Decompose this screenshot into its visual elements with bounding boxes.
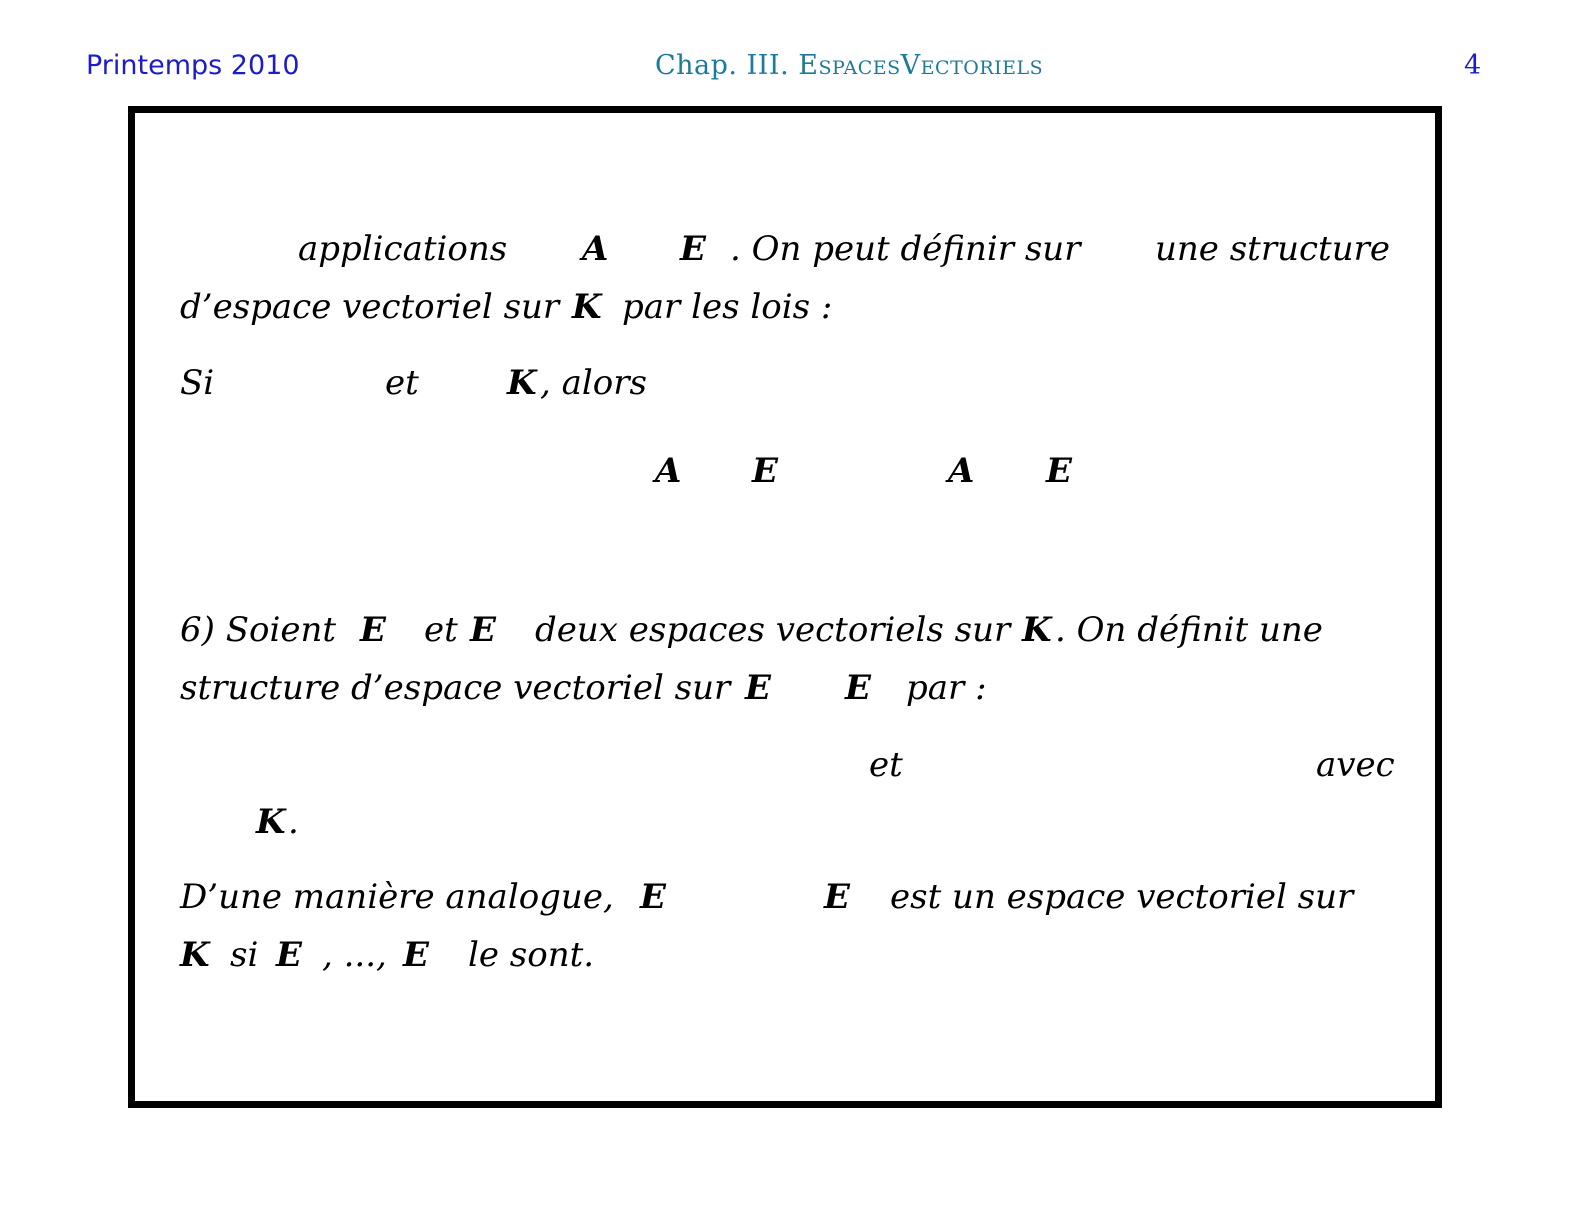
- text-espace-vectoriel-sur: d’espace vectoriel sur: [180, 287, 560, 327]
- text-le-sont: le sont.: [468, 935, 595, 975]
- symbol-E: E: [640, 877, 666, 917]
- symbol-K: K: [572, 287, 602, 327]
- symbol-A: A: [948, 451, 975, 491]
- text-si: si: [230, 935, 259, 975]
- text-et: et: [869, 745, 903, 785]
- chapter-name: EspacesVectoriels: [798, 50, 1044, 81]
- text-avec: avec: [1316, 745, 1395, 785]
- symbol-A: A: [655, 451, 682, 491]
- text-structure-espace: structure d’espace vectoriel sur: [180, 668, 731, 708]
- text-par: par :: [906, 668, 987, 708]
- symbol-K: K: [1022, 610, 1052, 650]
- symbol-E: E: [745, 668, 771, 708]
- text-period: .: [288, 802, 299, 842]
- text-et: et: [424, 610, 458, 650]
- header-course-term: Printemps 2010: [86, 50, 300, 81]
- text-ellipsis: , ...,: [322, 935, 387, 975]
- symbol-A: A: [582, 229, 609, 269]
- symbol-K: K: [507, 363, 537, 403]
- symbol-E: E: [1046, 451, 1072, 491]
- text-une-maniere-analogue: D’une manière analogue,: [180, 877, 614, 917]
- text-on-peut-definir: . On peut définir sur: [730, 229, 1081, 269]
- symbol-E: E: [752, 451, 778, 491]
- text-est-un-espace: est un espace vectoriel sur: [890, 877, 1354, 917]
- header-chapter-title: [655, 50, 1043, 81]
- symbol-E: E: [276, 935, 302, 975]
- text-alors: , alors: [540, 363, 647, 403]
- text-une-structure: une structure: [1155, 229, 1390, 269]
- symbol-E: E: [403, 935, 429, 975]
- symbol-E: E: [680, 229, 706, 269]
- symbol-K: K: [256, 802, 286, 842]
- text-et: et: [385, 363, 419, 403]
- text-par-les-lois: par les lois :: [622, 287, 833, 327]
- text-applications: applications: [298, 229, 508, 269]
- page-number: 4: [1464, 50, 1482, 81]
- text-on-definit-une: . On définit une: [1055, 610, 1323, 650]
- symbol-E: E: [845, 668, 871, 708]
- symbol-K: K: [180, 935, 210, 975]
- symbol-E: E: [470, 610, 496, 650]
- text-soient: 6) Soient: [180, 610, 337, 650]
- symbol-E: E: [824, 877, 850, 917]
- text-deux-espaces: deux espaces vectoriels sur: [535, 610, 1011, 650]
- chapter-prefix: Chap. III.: [655, 50, 799, 81]
- text-si: Si: [180, 363, 215, 403]
- symbol-E: E: [360, 610, 386, 650]
